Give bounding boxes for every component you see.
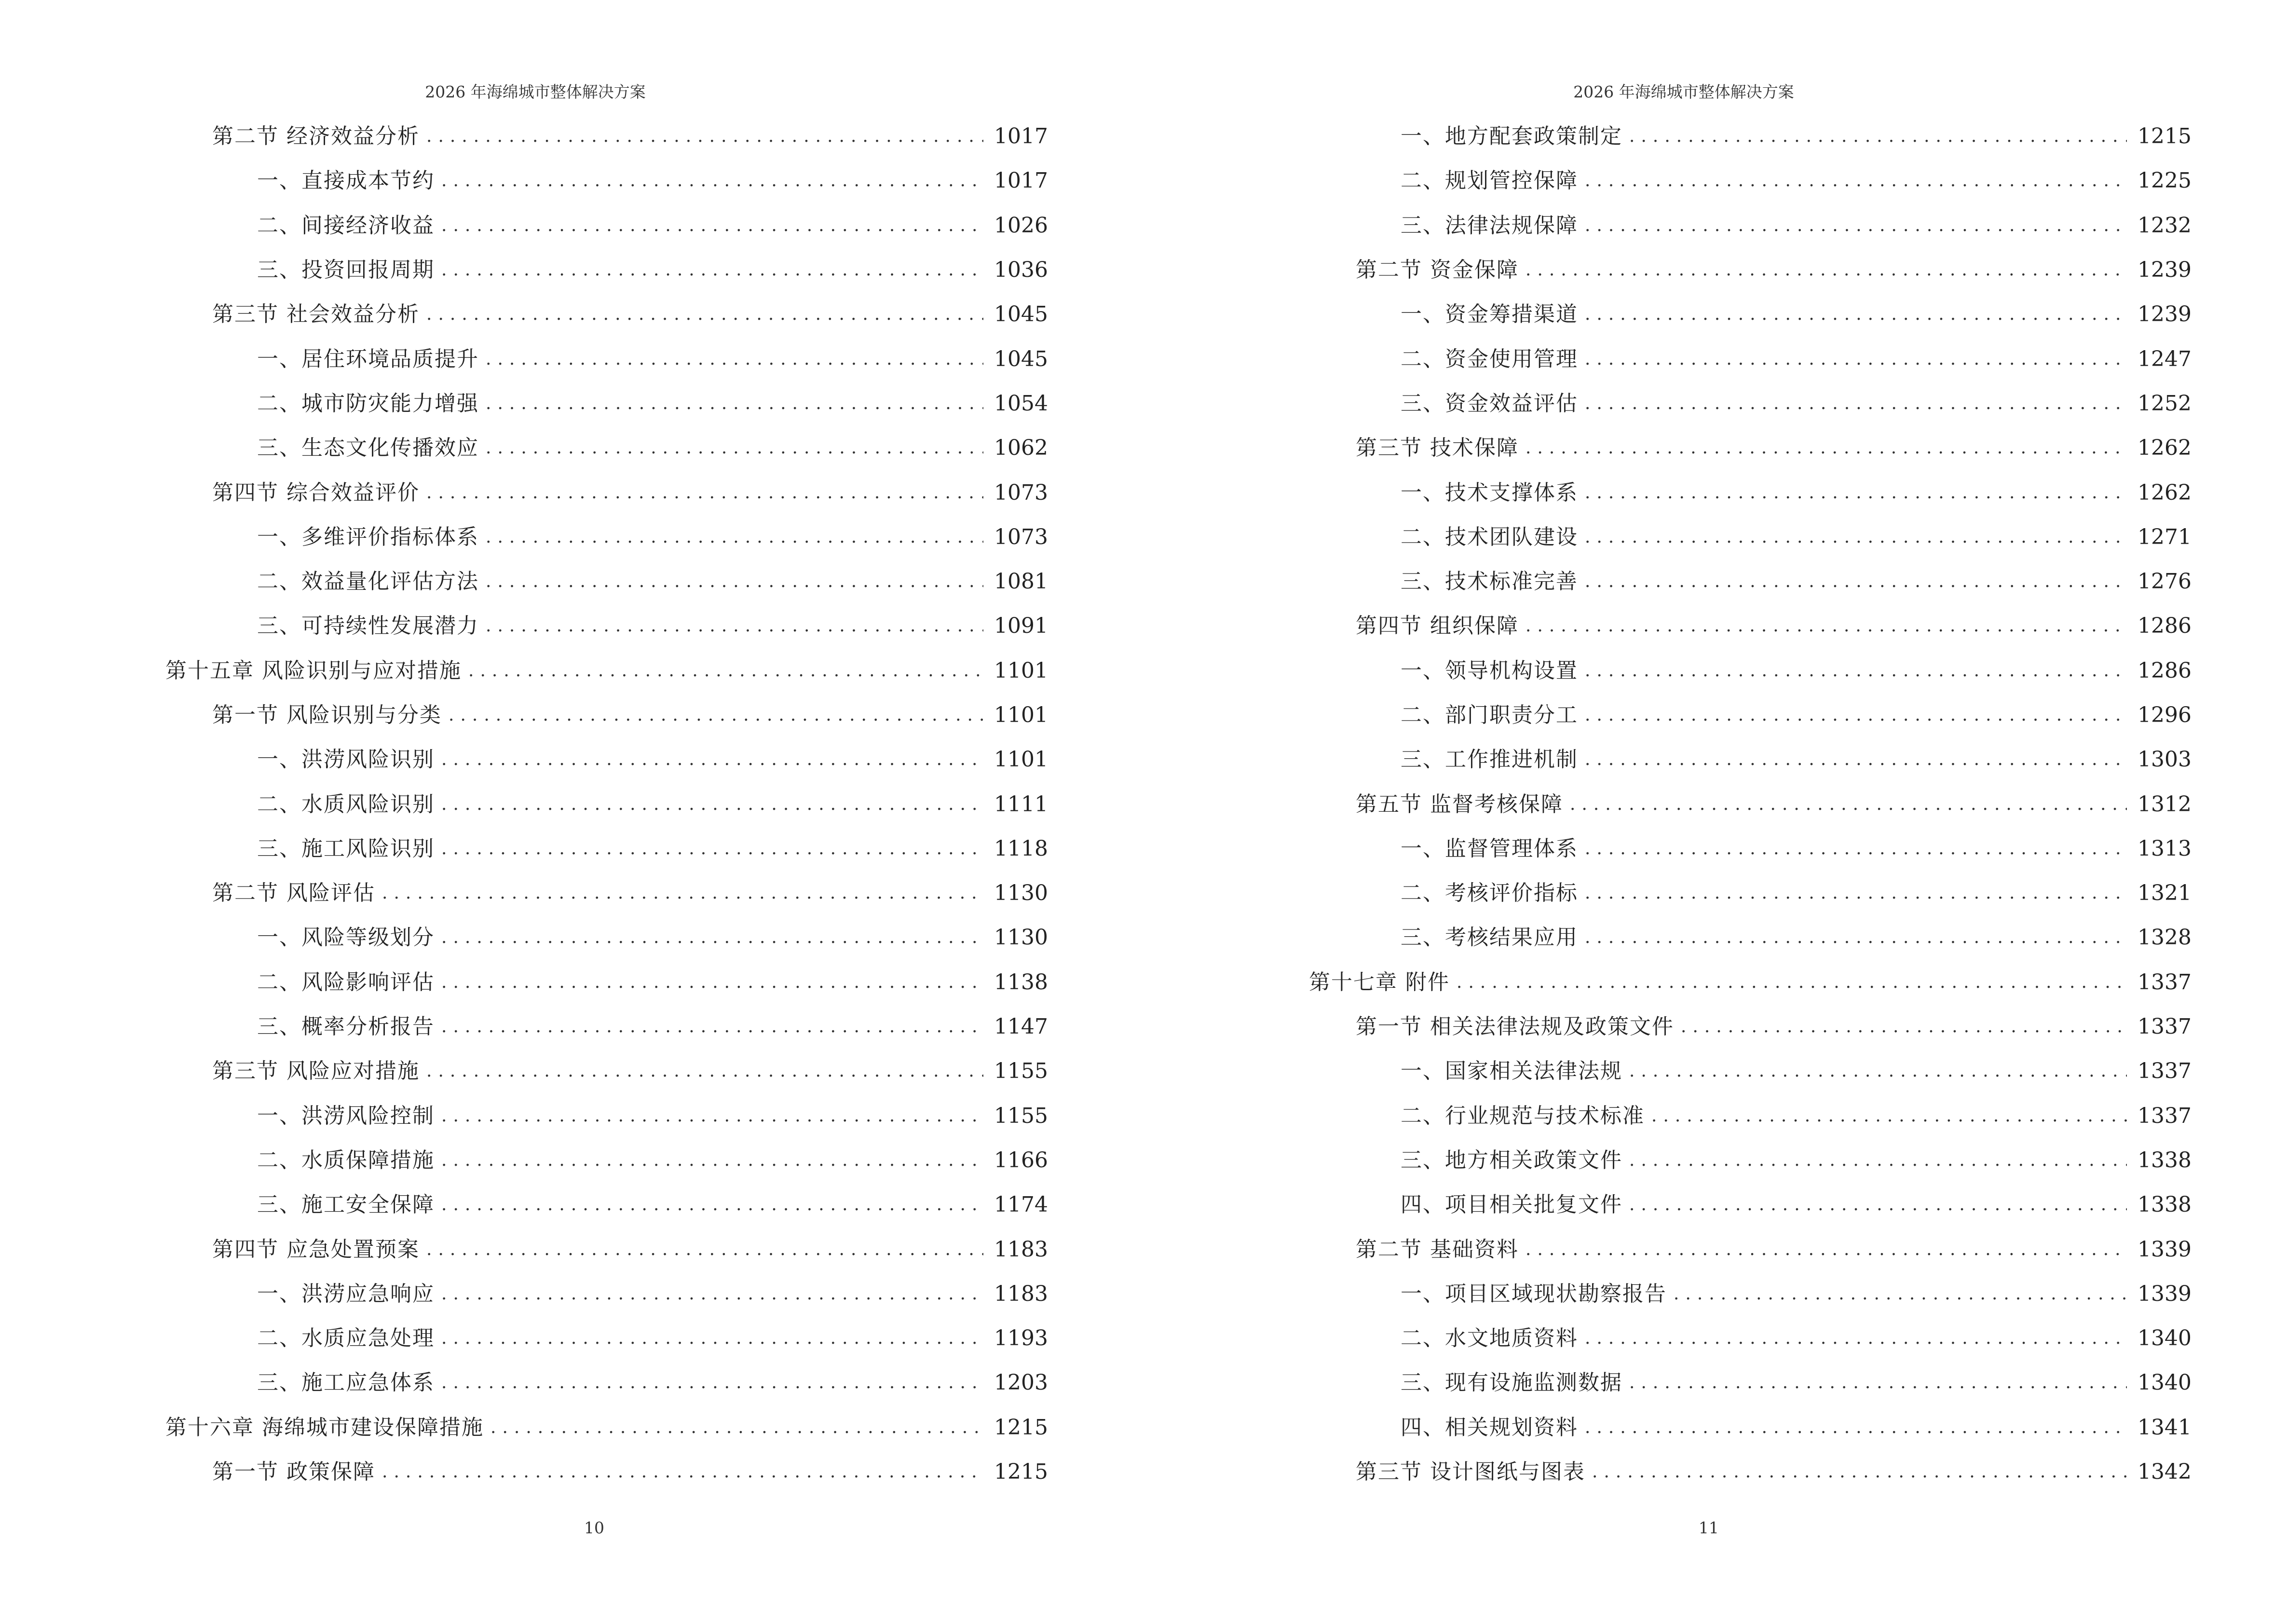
toc-dot-leader <box>1585 573 2127 590</box>
toc-entry-title: 一、直接成本节约 <box>257 168 435 193</box>
toc-entry-title: 第三节 设计图纸与图表 <box>1356 1460 1585 1485</box>
toc-entry-page-number: 1271 <box>2137 524 2192 549</box>
toc-entry-page-number: 1239 <box>2137 258 2192 283</box>
toc-dot-leader <box>486 395 983 412</box>
toc-dot-leader <box>441 1018 983 1036</box>
toc-entry[interactable] <box>165 915 1048 960</box>
toc-dot-leader <box>486 573 983 590</box>
toc-entry-title: 二、城市防灾能力增强 <box>257 391 479 416</box>
toc-entry[interactable] <box>165 1094 1048 1138</box>
toc-entry-title: 三、技术标准完善 <box>1401 569 1578 594</box>
toc-dot-leader <box>1629 1196 2127 1214</box>
toc-entry[interactable] <box>1309 604 2192 648</box>
toc-entry-page-number: 1215 <box>994 1415 1048 1440</box>
toc-entry[interactable] <box>165 827 1048 871</box>
toc-entry-title: 一、监督管理体系 <box>1401 836 1578 861</box>
toc-entry-title: 二、考核评价指标 <box>1401 881 1578 906</box>
toc-entry[interactable] <box>165 960 1048 1005</box>
toc-dot-leader <box>441 1152 983 1169</box>
toc-entry-title: 三、现有设施监测数据 <box>1401 1370 1622 1395</box>
toc-dot-leader <box>1570 796 2127 813</box>
page-header: 2026 年海绵城市整体解决方案 <box>425 82 646 101</box>
toc-entry[interactable] <box>165 248 1048 292</box>
toc-entry-page-number: 1313 <box>2137 836 2192 861</box>
toc-entry-page-number: 1262 <box>2137 436 2192 461</box>
toc-entry-page-number: 1341 <box>2137 1415 2192 1440</box>
toc-entry-title: 第二节 基础资料 <box>1356 1237 1519 1262</box>
toc-entry-page-number: 1062 <box>994 436 1048 461</box>
toc-entry-page-number: 1054 <box>994 391 1048 416</box>
toc-entry-title: 三、施工风险识别 <box>257 836 435 861</box>
toc-entry[interactable] <box>1309 515 2192 560</box>
toc-entry-title: 三、法律法规保障 <box>1401 213 1578 238</box>
toc-entry-title: 二、水质应急处理 <box>257 1326 435 1351</box>
toc-dot-leader <box>441 974 983 991</box>
page-number: 11 <box>1699 1518 1719 1537</box>
toc-entry-title: 二、规划管控保障 <box>1401 168 1578 193</box>
toc-entry[interactable] <box>1309 1183 2192 1227</box>
toc-entry-page-number: 1338 <box>2137 1192 2192 1217</box>
toc-entry-page-number: 1338 <box>2137 1147 2192 1173</box>
toc-dot-leader <box>1674 1285 2127 1303</box>
toc-entry-page-number: 1091 <box>994 614 1048 639</box>
toc-entry-page-number: 1337 <box>2137 1059 2192 1084</box>
toc-entry[interactable] <box>1309 782 2192 826</box>
toc-entry[interactable] <box>165 204 1048 248</box>
toc-entry-title: 二、水质保障措施 <box>257 1147 435 1173</box>
toc-entry[interactable] <box>1309 1049 2192 1093</box>
toc-entry-title: 第三节 技术保障 <box>1356 436 1519 461</box>
toc-entry[interactable] <box>165 1227 1048 1271</box>
toc-entry-title: 三、工作推进机制 <box>1401 747 1578 772</box>
toc-entry-page-number: 1296 <box>2137 703 2192 727</box>
toc-entry-title: 第一节 相关法律法规及政策文件 <box>1356 1014 1674 1039</box>
toc-entry[interactable] <box>1309 292 2192 337</box>
toc-entry-title: 二、效益量化评估方法 <box>257 569 479 594</box>
toc-entry-page-number: 1247 <box>2137 346 2192 371</box>
toc-entry-title: 二、技术团队建设 <box>1401 524 1578 549</box>
toc-entry-title: 三、投资回报周期 <box>257 258 435 283</box>
toc-entry-page-number: 1312 <box>2137 792 2192 817</box>
toc-dot-leader <box>1585 306 2127 323</box>
toc-entry[interactable] <box>1309 960 2192 1005</box>
toc-entry[interactable] <box>165 1316 1048 1361</box>
toc-entry-title: 第四节 组织保障 <box>1356 614 1519 639</box>
toc-entry-page-number: 1183 <box>994 1281 1048 1306</box>
toc-entry[interactable] <box>165 159 1048 203</box>
toc-dot-leader <box>1457 974 2127 991</box>
toc-dot-leader <box>1585 395 2127 412</box>
toc-entry-page-number: 1340 <box>2137 1370 2192 1395</box>
toc-entry-title: 第一节 政策保障 <box>212 1460 375 1485</box>
toc-dot-leader <box>1651 1107 2127 1125</box>
toc-entry-page-number: 1174 <box>994 1192 1048 1217</box>
page-header: 2026 年海绵城市整体解决方案 <box>1573 82 1794 101</box>
toc-entry-title: 一、洪涝风险识别 <box>257 747 435 772</box>
toc-entry-title: 二、水文地质资料 <box>1401 1326 1578 1351</box>
toc-entry[interactable] <box>1309 649 2192 693</box>
toc-entry-page-number: 1337 <box>2137 969 2192 995</box>
toc-dot-leader <box>486 617 983 635</box>
toc-entry-title: 一、多维评价指标体系 <box>257 524 479 549</box>
toc-entry-page-number: 1118 <box>994 836 1048 861</box>
page-right <box>1144 0 2287 1624</box>
toc-entry-page-number: 1193 <box>994 1326 1048 1351</box>
toc-entry[interactable] <box>1309 204 2192 248</box>
toc-entry[interactable] <box>1309 871 2192 915</box>
toc-dot-leader <box>441 1330 983 1347</box>
toc-entry-title: 第十六章 海绵城市建设保障措施 <box>165 1415 484 1440</box>
toc-dot-leader <box>486 439 983 457</box>
toc-entry-title: 第二节 资金保障 <box>1356 258 1519 283</box>
toc-dot-leader <box>441 261 983 279</box>
toc-dot-leader <box>382 885 983 902</box>
toc-entry[interactable] <box>1309 1094 2192 1138</box>
toc-dot-leader <box>1525 617 2127 635</box>
toc-entry-page-number: 1017 <box>994 168 1048 193</box>
toc-entry-title: 三、生态文化传播效应 <box>257 436 479 461</box>
toc-entry[interactable] <box>1309 470 2192 515</box>
toc-entry-page-number: 1081 <box>994 569 1048 594</box>
toc-entry-page-number: 1073 <box>994 480 1048 505</box>
toc-entry-title: 二、间接经济收益 <box>257 213 435 238</box>
toc-entry[interactable] <box>165 1005 1048 1049</box>
toc-entry[interactable] <box>165 1450 1048 1494</box>
toc-entry-page-number: 1232 <box>2137 213 2192 238</box>
toc-entry[interactable] <box>1309 1361 2192 1405</box>
toc-entry[interactable] <box>165 292 1048 337</box>
toc-entry-page-number: 1321 <box>2137 881 2192 906</box>
toc-entry[interactable] <box>165 1361 1048 1405</box>
toc-entry-title: 二、部门职责分工 <box>1401 703 1578 727</box>
toc-dot-leader <box>441 929 983 946</box>
toc-dot-leader <box>1585 662 2127 680</box>
toc-dot-leader <box>441 217 983 234</box>
toc-entry-title: 第二节 风险评估 <box>212 881 375 906</box>
toc-entry[interactable] <box>1309 915 2192 960</box>
toc-entry[interactable] <box>1309 693 2192 737</box>
toc-dot-leader <box>1585 1419 2127 1436</box>
toc-entry[interactable] <box>1309 426 2192 470</box>
toc-entry-page-number: 1147 <box>994 1014 1048 1039</box>
toc-dot-leader <box>1585 929 2127 946</box>
toc-entry[interactable] <box>165 470 1048 515</box>
toc-dot-leader <box>1585 172 2127 190</box>
toc-entry-title: 一、洪涝应急响应 <box>257 1281 435 1306</box>
toc-dot-leader <box>1585 1330 2127 1347</box>
toc-dot-leader <box>441 796 983 813</box>
toc-entry-page-number: 1286 <box>2137 614 2192 639</box>
toc-entry-page-number: 1286 <box>2137 658 2192 683</box>
toc-entry-title: 第二节 经济效益分析 <box>212 124 420 149</box>
toc-entry-page-number: 1045 <box>994 302 1048 327</box>
toc-entry-title: 四、相关规划资料 <box>1401 1415 1578 1440</box>
toc-entry-page-number: 1276 <box>2137 569 2192 594</box>
toc-entry[interactable] <box>1309 1272 2192 1316</box>
toc-entry-title: 二、行业规范与技术标准 <box>1401 1103 1645 1128</box>
toc-entry[interactable] <box>165 337 1048 381</box>
toc-dot-leader <box>382 1463 983 1481</box>
toc-entry-page-number: 1339 <box>2137 1237 2192 1262</box>
toc-dot-leader <box>1585 484 2127 502</box>
toc-dot-leader <box>1629 1374 2127 1392</box>
toc-entry-page-number: 1337 <box>2137 1103 2192 1128</box>
toc-entry-page-number: 1155 <box>994 1059 1048 1084</box>
toc-entry[interactable] <box>165 114 1048 159</box>
toc-entry-title: 三、可持续性发展潜力 <box>257 614 479 639</box>
toc-entry-page-number: 1328 <box>2137 925 2192 950</box>
toc-entry[interactable] <box>165 737 1048 782</box>
toc-entry-page-number: 1183 <box>994 1237 1048 1262</box>
toc-entry[interactable] <box>1309 1316 2192 1361</box>
toc-dot-leader <box>1585 751 2127 768</box>
toc-entry[interactable] <box>1309 1138 2192 1183</box>
toc-entry-title: 三、概率分析报告 <box>257 1014 435 1039</box>
toc-entry-title: 第十七章 附件 <box>1309 969 1450 995</box>
toc-entry-title: 三、施工应急体系 <box>257 1370 435 1395</box>
toc-dot-leader <box>441 1374 983 1392</box>
toc-entry-title: 第十五章 风险识别与应对措施 <box>165 658 462 683</box>
toc-entry-title: 一、技术支撑体系 <box>1401 480 1578 505</box>
toc-entry[interactable] <box>165 604 1048 648</box>
toc-entry[interactable] <box>165 1406 1048 1450</box>
toc-entry-title: 三、考核结果应用 <box>1401 925 1578 950</box>
toc-entry-page-number: 1262 <box>2137 480 2192 505</box>
toc-entry[interactable] <box>165 693 1048 737</box>
toc-entry-page-number: 1225 <box>2137 168 2192 193</box>
toc-entry[interactable] <box>1309 737 2192 782</box>
toc-dot-leader <box>1525 1241 2127 1258</box>
toc-entry-title: 二、水质风险识别 <box>257 792 435 817</box>
toc-entry[interactable] <box>1309 1005 2192 1049</box>
toc-dot-leader <box>1585 840 2127 858</box>
toc-entry[interactable] <box>1309 1227 2192 1271</box>
page-number: 10 <box>584 1518 604 1537</box>
toc-entry-page-number: 1138 <box>994 969 1048 995</box>
toc-entry-page-number: 1203 <box>994 1370 1048 1395</box>
toc-entry-page-number: 1303 <box>2137 747 2192 772</box>
toc-entry-title: 一、地方配套政策制定 <box>1401 124 1622 149</box>
toc-dot-leader <box>426 128 983 145</box>
toc-entry-page-number: 1026 <box>994 213 1048 238</box>
toc-dot-leader <box>449 707 983 724</box>
toc-entry-title: 三、地方相关政策文件 <box>1401 1147 1622 1173</box>
toc-dot-leader <box>490 1419 983 1436</box>
toc-entry[interactable] <box>1309 159 2192 203</box>
toc-entry-page-number: 1036 <box>994 258 1048 283</box>
toc-entry[interactable] <box>1309 827 2192 871</box>
toc-entry-page-number: 1101 <box>994 703 1048 727</box>
toc-dot-leader <box>486 351 983 368</box>
toc-entry-title: 第三节 风险应对措施 <box>212 1059 420 1084</box>
toc-entry-title: 第四节 综合效益评价 <box>212 480 420 505</box>
toc-entry-title: 一、领导机构设置 <box>1401 658 1578 683</box>
toc-entry-title: 一、项目区域现状勘察报告 <box>1401 1281 1667 1306</box>
toc-dot-leader <box>1681 1018 2127 1036</box>
toc-dot-leader <box>441 1107 983 1125</box>
toc-entry[interactable] <box>165 1049 1048 1093</box>
toc-dot-leader <box>1629 1152 2127 1169</box>
toc-entry[interactable] <box>165 1183 1048 1227</box>
toc-entry[interactable] <box>165 382 1048 426</box>
toc-dot-leader <box>426 1063 983 1080</box>
toc-dot-leader <box>441 840 983 858</box>
toc-entry[interactable] <box>165 782 1048 826</box>
toc-entry[interactable] <box>165 871 1048 915</box>
toc-entry-page-number: 1166 <box>994 1147 1048 1173</box>
toc-entry[interactable] <box>165 426 1048 470</box>
toc-entry[interactable] <box>1309 382 2192 426</box>
toc-dot-leader <box>1585 351 2127 368</box>
toc-entry[interactable] <box>165 560 1048 604</box>
toc-entry-page-number: 1101 <box>994 747 1048 772</box>
toc-entry-title: 四、项目相关批复文件 <box>1401 1192 1622 1217</box>
toc-entry-title: 一、洪涝风险控制 <box>257 1103 435 1128</box>
toc-entry[interactable] <box>1309 1406 2192 1450</box>
toc-entry[interactable] <box>1309 337 2192 381</box>
toc-dot-leader <box>1592 1463 2127 1481</box>
toc-dot-leader <box>426 306 983 323</box>
toc-entry-title: 一、风险等级划分 <box>257 925 435 950</box>
toc-dot-leader <box>441 751 983 768</box>
toc-entry[interactable] <box>1309 248 2192 292</box>
toc-dot-leader <box>1525 439 2127 457</box>
toc-dot-leader <box>1629 128 2127 145</box>
toc-entry-page-number: 1155 <box>994 1103 1048 1128</box>
toc-dot-leader <box>441 1196 983 1214</box>
toc-entry[interactable] <box>165 1272 1048 1316</box>
toc-entry[interactable] <box>1309 114 2192 159</box>
toc-entry[interactable] <box>1309 1450 2192 1494</box>
toc-dot-leader <box>441 1285 983 1303</box>
toc-dot-leader <box>1585 885 2127 902</box>
toc-entry-page-number: 1017 <box>994 124 1048 149</box>
toc-entry-title: 一、资金筹措渠道 <box>1401 302 1578 327</box>
toc-entry-title: 第四节 应急处置预案 <box>212 1237 420 1262</box>
toc-entry-title: 一、居住环境品质提升 <box>257 346 479 371</box>
toc-entry-title: 第三节 社会效益分析 <box>212 302 420 327</box>
toc-entry-page-number: 1252 <box>2137 391 2192 416</box>
toc-entry-page-number: 1130 <box>994 925 1048 950</box>
toc-entry-page-number: 1130 <box>994 881 1048 906</box>
toc-entry-page-number: 1339 <box>2137 1281 2192 1306</box>
toc-entry-title: 第五节 监督考核保障 <box>1356 792 1563 817</box>
table-of-contents <box>1309 114 2192 1494</box>
toc-entry-title: 三、资金效益评估 <box>1401 391 1578 416</box>
toc-dot-leader <box>441 172 983 190</box>
toc-entry[interactable] <box>165 649 1048 693</box>
toc-entry-page-number: 1101 <box>994 658 1048 683</box>
table-of-contents <box>165 114 1048 1494</box>
toc-entry[interactable] <box>165 1138 1048 1183</box>
toc-entry-title: 第一节 风险识别与分类 <box>212 703 442 727</box>
toc-entry-title: 二、风险影响评估 <box>257 969 435 995</box>
toc-entry[interactable] <box>165 515 1048 560</box>
toc-entry-page-number: 1111 <box>994 792 1048 817</box>
toc-entry-page-number: 1215 <box>994 1460 1048 1485</box>
toc-entry[interactable] <box>1309 560 2192 604</box>
toc-entry-page-number: 1239 <box>2137 302 2192 327</box>
toc-dot-leader <box>1525 261 2127 279</box>
toc-entry-title: 二、资金使用管理 <box>1401 346 1578 371</box>
toc-dot-leader <box>486 529 983 546</box>
toc-dot-leader <box>1585 707 2127 724</box>
toc-dot-leader <box>426 1241 983 1258</box>
toc-entry-page-number: 1073 <box>994 524 1048 549</box>
toc-dot-leader <box>1629 1063 2127 1080</box>
toc-entry-title: 三、施工安全保障 <box>257 1192 435 1217</box>
toc-entry-page-number: 1215 <box>2137 124 2192 149</box>
toc-entry-page-number: 1045 <box>994 346 1048 371</box>
toc-entry-page-number: 1342 <box>2137 1460 2192 1485</box>
toc-dot-leader <box>1585 529 2127 546</box>
toc-dot-leader <box>1585 217 2127 234</box>
toc-dot-leader <box>468 662 983 680</box>
toc-entry-page-number: 1340 <box>2137 1326 2192 1351</box>
toc-entry-title: 一、国家相关法律法规 <box>1401 1059 1622 1084</box>
toc-dot-leader <box>426 484 983 502</box>
toc-entry-page-number: 1337 <box>2137 1014 2192 1039</box>
